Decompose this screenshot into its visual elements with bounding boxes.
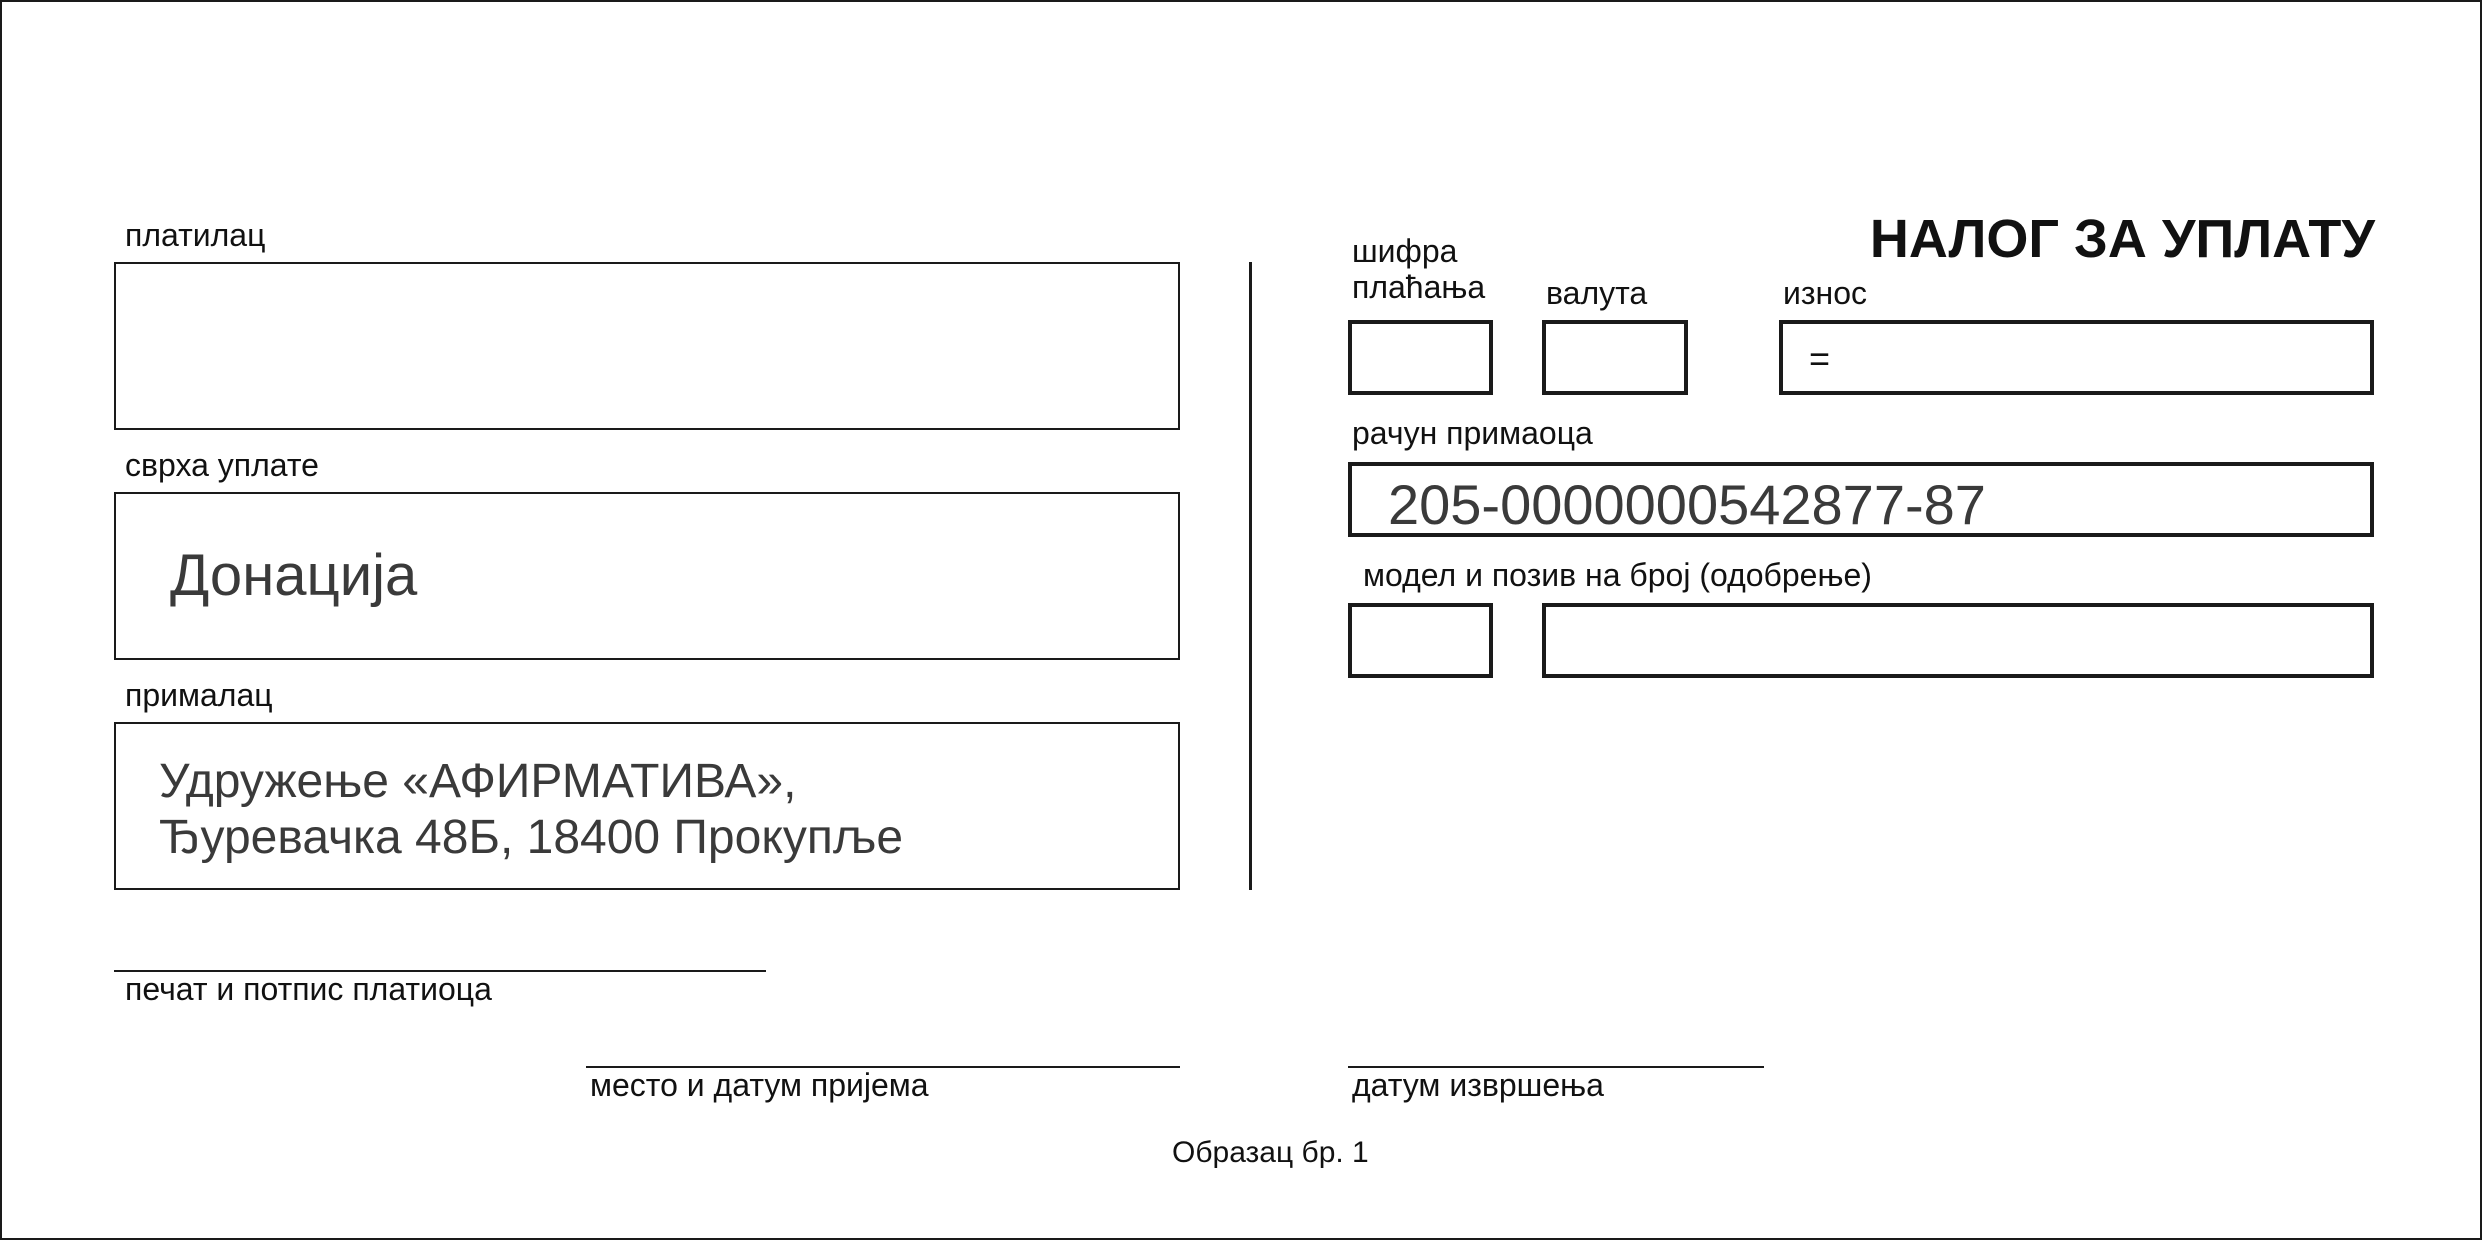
account-field[interactable] [1348,462,2374,537]
place-date-label: место и датум пријема [590,1067,929,1103]
account-value: 205-0000000542877-87 [1388,473,1986,536]
payer-label: платилац [125,217,266,253]
currency-label: валута [1546,275,1648,311]
amount-field[interactable] [1779,320,2374,395]
model-label: модел и позив на број (одобрење) [1363,557,1872,593]
recipient-line-2: Ђуревачка 48Б, 18400 Прокупље [159,811,904,864]
purpose-field[interactable] [114,492,1180,660]
column-divider [1249,262,1252,890]
purpose-value: Донација [170,543,418,608]
amount-value: = [1809,338,1831,379]
form-number: Образац бр. 1 [1172,1136,1369,1169]
execution-date-label: датум извршења [1352,1067,1604,1103]
purpose-label: сврха уплате [125,447,319,483]
currency-field[interactable] [1542,320,1688,395]
signature-label: печат и потпис платиоца [125,971,492,1007]
recipient-label: прималац [125,677,273,713]
payment-code-field[interactable] [1348,320,1493,395]
reference-number-field[interactable] [1542,603,2374,678]
amount-label: износ [1783,275,1868,311]
model-field[interactable] [1348,603,1493,678]
account-label: рачун примаоца [1352,415,1593,451]
payer-field[interactable] [114,262,1180,430]
payment-code-label-2: плаћања [1352,269,1486,305]
form-title: НАЛОГ ЗА УПЛАТУ [1869,209,2375,269]
payment-code-label-1: шифра [1352,233,1458,269]
recipient-line-1: Удружење «АФИРМАТИВА», [159,755,797,808]
recipient-field[interactable] [114,722,1180,890]
